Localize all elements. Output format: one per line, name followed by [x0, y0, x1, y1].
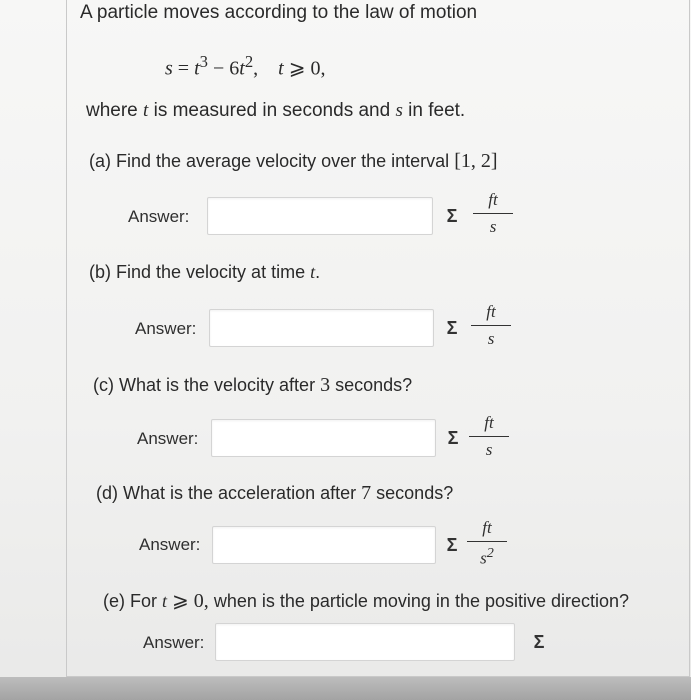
answer-d-input[interactable]	[212, 526, 436, 564]
unit-d: $\frac{ft}{s^2}$	[467, 518, 507, 569]
answer-d-label: Answer:	[139, 535, 201, 554]
answer-b-input[interactable]	[209, 309, 434, 347]
sigma-icon[interactable]: Σ	[447, 428, 459, 448]
sigma-icon[interactable]: Σ	[446, 318, 458, 338]
problem-intro: A particle moves according to the law of motion	[80, 2, 478, 23]
answer-b-label: Answer:	[135, 319, 197, 338]
sigma-icon[interactable]: Σ	[533, 632, 545, 652]
sigma-icon[interactable]: Σ	[446, 206, 458, 226]
question-b: (b) Find the velocity at time t.	[89, 262, 321, 282]
sigma-icon[interactable]: Σ	[446, 535, 458, 555]
answer-e-label: Answer:	[143, 633, 205, 652]
unit-c: $\frac{ft}{s}$	[469, 413, 509, 460]
unit-b: $\frac{ft}{s}$	[471, 302, 511, 349]
question-a: (a) Find the average velocity over the interval [1, 2]	[89, 150, 498, 172]
answer-a-label: Answer:	[128, 207, 190, 226]
answer-e-input[interactable]	[215, 623, 515, 661]
question-e: (e) For t ⩾ 0, when is the particle moving in the positive direction?	[103, 590, 630, 612]
unit-a: $\frac{ft}{s}$	[473, 190, 513, 237]
motion-equation: $s = t^3 - 6t^2$, t ⩾ 0,	[165, 52, 326, 80]
bottom-band	[0, 677, 691, 700]
answer-a-input[interactable]	[207, 197, 433, 235]
units-statement: where t is measured in seconds and s in feet.	[86, 100, 466, 121]
answer-c-label: Answer:	[137, 429, 199, 448]
answer-c-input[interactable]	[211, 419, 436, 457]
question-c: (c) What is the velocity after 3 seconds?	[93, 374, 413, 396]
question-d: (d) What is the acceleration after 7 seconds?	[96, 482, 454, 504]
